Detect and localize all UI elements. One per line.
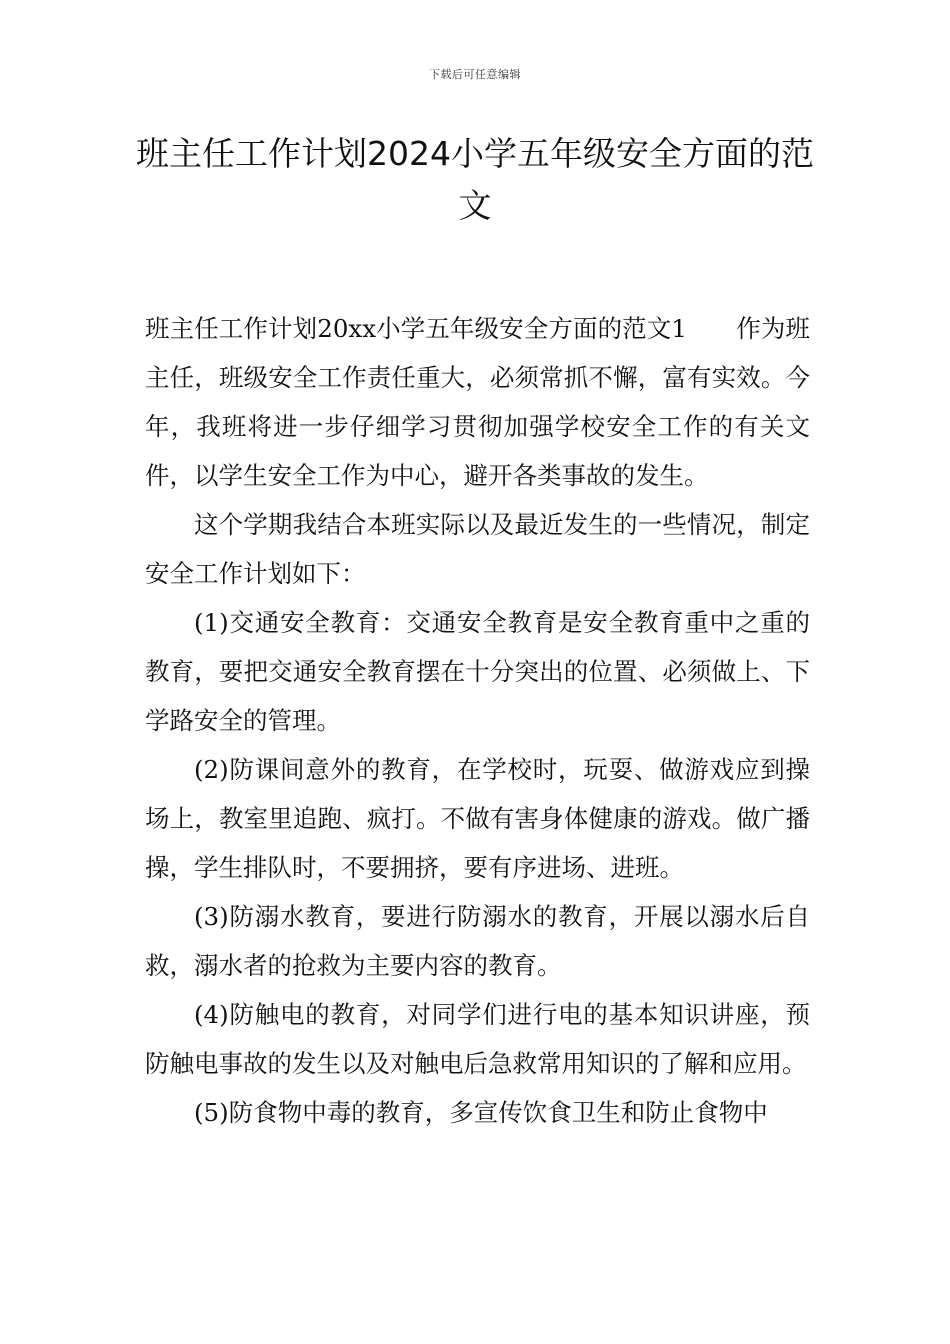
paragraph-food-safety: (5)防食物中毒的教育，多宣传饮食卫生和防止食物中	[194, 1098, 768, 1127]
paragraph-plan-intro: 这个学期我结合本班实际以及最近发生的一些情况，制定安全工作计划如下：	[145, 510, 810, 588]
paragraph-drowning-prevention: (3)防溺水教育，要进行防溺水的教育，开展以溺水后自救，溺水者的抢救为主要内容的教育。	[145, 902, 810, 980]
paragraph-electric-safety: (4)防触电的教育，对同学们进行电的基本知识讲座，预防触电事故的发生以及对触电后急救常用知识的了解和应用。	[145, 1000, 810, 1078]
paragraph-intro: 班主任工作计划20xx小学五年级安全方面的范文1 作为班主任，班级安全工作责任重大，必须常抓不懈，富有实效。今年，我班将进一步仔细学习贯彻加强学校安全工作的有关文件，以学生安全工作为中心，避开各类事故的发生。	[145, 314, 810, 490]
header-note: 下载后可任意编辑	[429, 68, 521, 81]
document-body	[145, 304, 810, 1137]
document-title: 班主任工作计划2024小学五年级安全方面的范文	[136, 134, 814, 225]
paragraph-recess-safety: (2)防课间意外的教育，在学校时，玩耍、做游戏应到操场上，教室里追跑、疯打。不做有害身体健康的游戏。做广播操，学生排队时，不要拥挤，要有序进场、进班。	[145, 755, 810, 882]
paragraph-traffic-safety: (1)交通安全教育：交通安全教育是安全教育重中之重的教育，要把交通安全教育摆在十分突出的位置、必须做上、下学路安全的管理。	[145, 608, 810, 735]
